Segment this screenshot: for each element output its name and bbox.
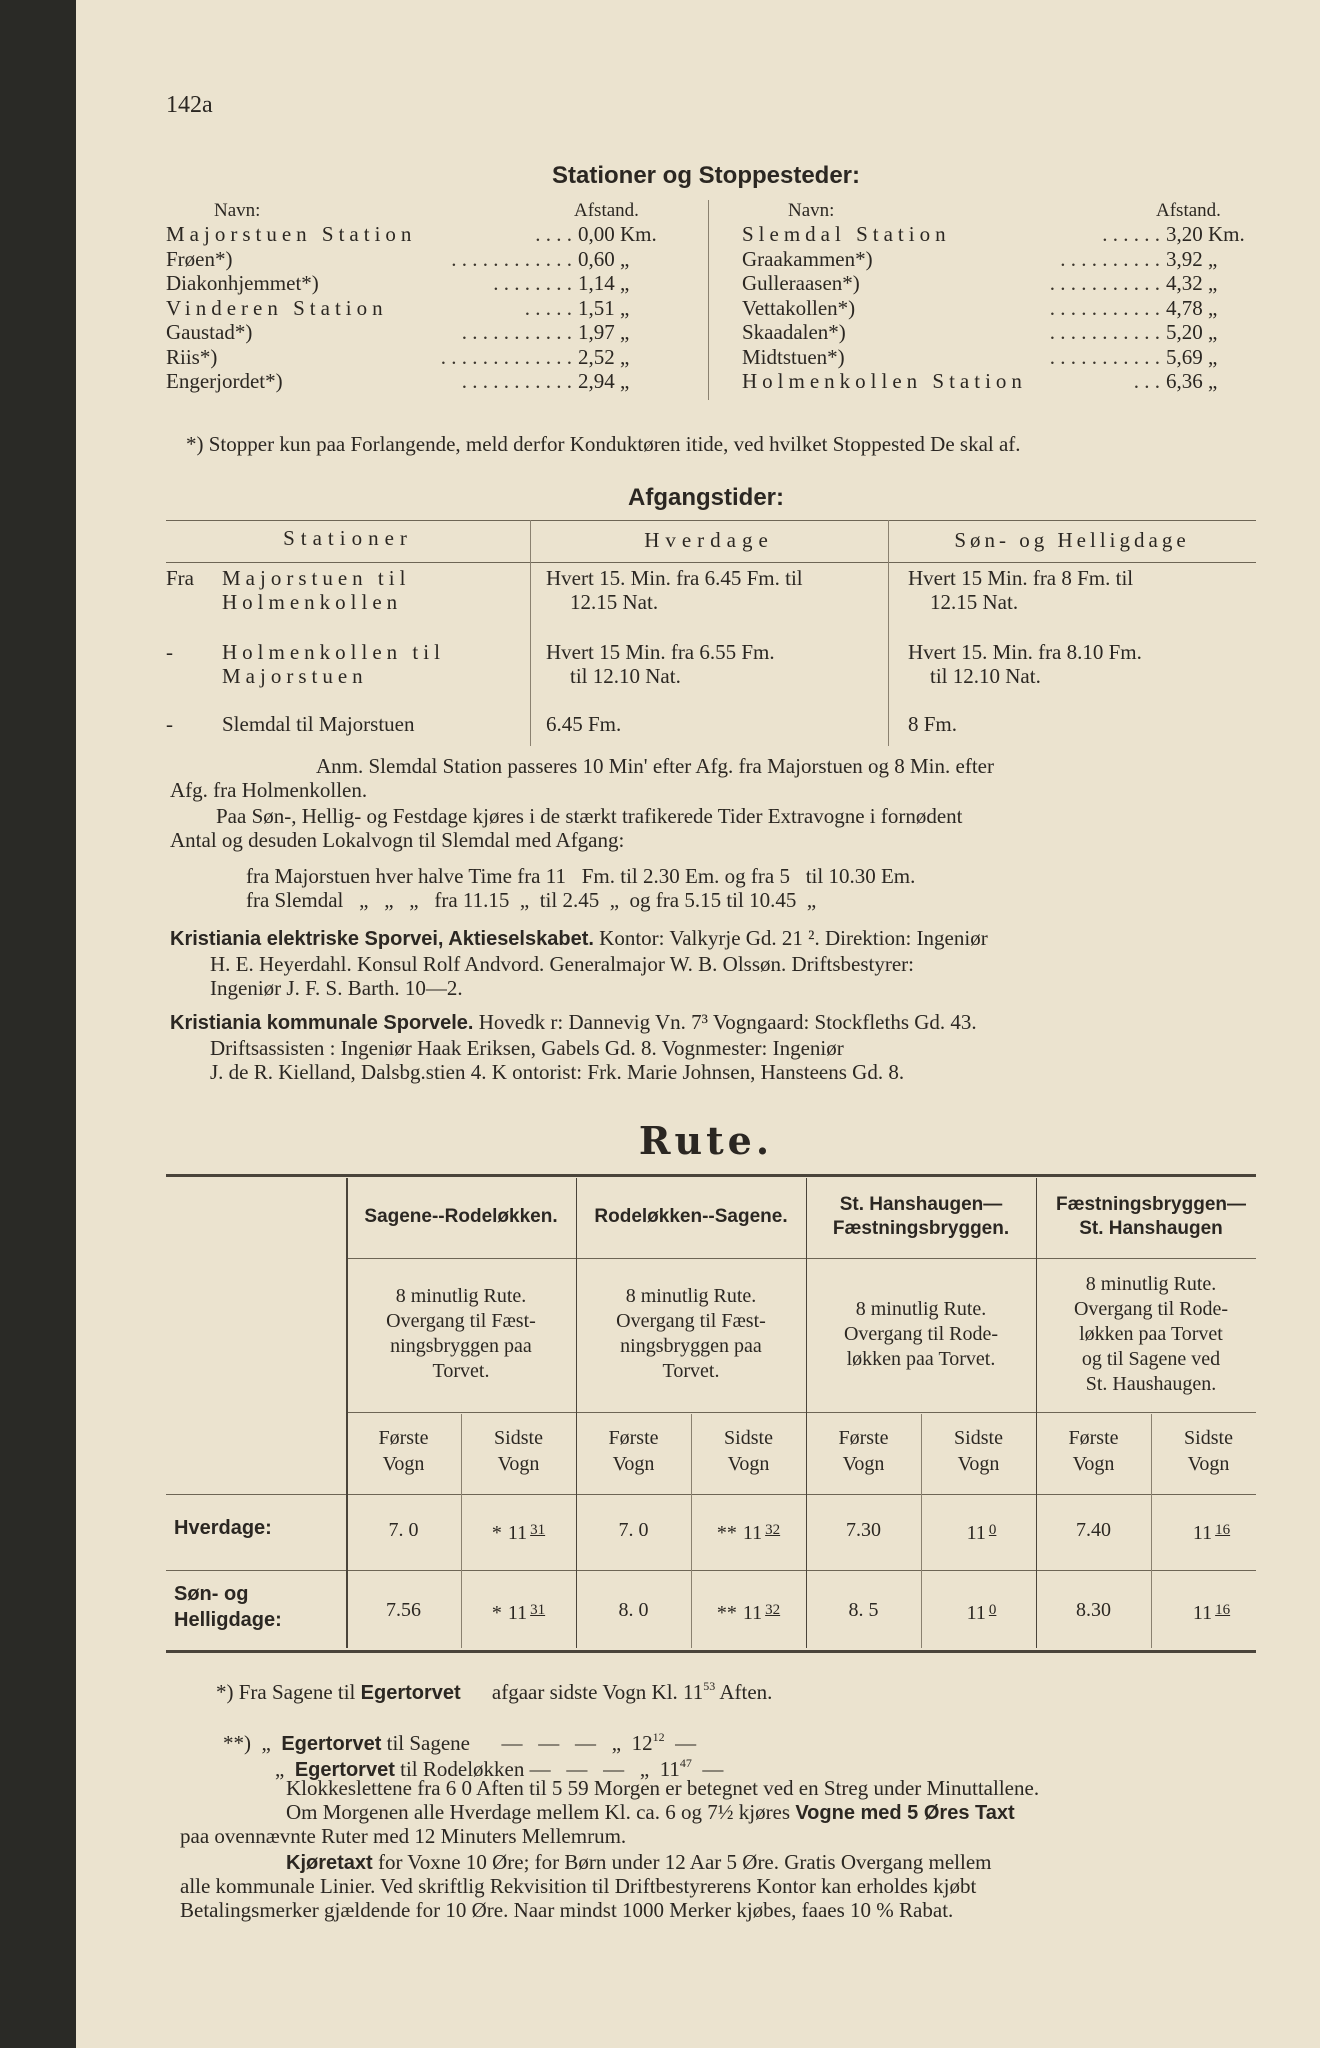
weekday-first-car: 7.40: [1076, 1519, 1111, 1541]
company-1-line-2: H. E. Heyerdahl. Konsul Rolf Andvord. Generalmajor W. B. Olssøn. Driftsbestyrer:: [210, 952, 914, 976]
route-description-line: Overgang til Fæst-: [616, 1310, 766, 1332]
first-car-label: Første: [378, 1427, 429, 1449]
last-car-label: Sidste: [494, 1427, 543, 1449]
holiday-last-hour: 11: [507, 1602, 528, 1624]
final-p3-kjoretaxt: Kjøretaxt: [286, 1852, 373, 1874]
final-p2-a: Om Morgenen alle Hverdage mellem Kl. ca. 6 og 7½ kjøres: [286, 1800, 791, 1824]
last-car-label-2: Vogn: [727, 1453, 770, 1475]
company-2-line-1: Hovedk r: Dannevig Vn. 7³ Vogngaard: Stockfleths Gd. 43.: [478, 1010, 977, 1034]
departure-route-line-1: Slemdal til Majorstuen: [222, 712, 415, 736]
fn1-a: Fra Sagene til: [238, 1680, 356, 1704]
station-distance: 0,60 „: [578, 246, 630, 271]
first-car-label: Første: [1068, 1427, 1119, 1449]
route-description-line: løkken paa Torvet.: [846, 1347, 996, 1370]
company-1-line-1: Kontor: Valkyrje Gd. 21 ². Direktion: Ingeniør: [599, 926, 988, 950]
station-distance: 2,52 „: [578, 344, 630, 369]
station-leader-dots: . . . . . . . . . . .: [461, 320, 572, 344]
holiday-last-hour: 11: [1192, 1602, 1213, 1624]
station-leader-dots: . . . . . . . . . .: [1060, 246, 1160, 271]
station-name: Gulleraasen*): [742, 271, 860, 295]
station-name: Midtstuen*): [742, 344, 845, 369]
station-leader-dots: . . . . . . . . . . . .: [451, 246, 572, 271]
fn3-t: 11: [659, 1757, 680, 1781]
company-2-name: Kristiania kommunale Sporvele.: [170, 1012, 474, 1034]
route-description-line: St. Haushaugen.: [1085, 1372, 1217, 1395]
station-name: Engerjordet*): [166, 369, 283, 393]
rute-weekday-rule: [166, 1570, 1256, 1571]
holiday-last-car: [1151, 1598, 1266, 1626]
rute-name-rule: [346, 1258, 1256, 1259]
station-name: Vinderen Station: [166, 295, 388, 320]
rute-column-divider: [806, 1178, 807, 1648]
route-name: Rodeløkken--Sagene.: [594, 1206, 788, 1227]
right-name-header: Navn:: [788, 200, 835, 221]
station-name: Slemdal Station: [742, 222, 951, 246]
station-leader-dots: . . . . .: [524, 295, 572, 320]
holiday-last-mark: *: [491, 1602, 502, 1624]
station-distance: 1,97 „: [578, 320, 630, 344]
holiday-first-car: 7.56: [386, 1599, 421, 1621]
station-leader-dots: . . . . . . . . . . .: [1049, 344, 1160, 369]
departure-prefix: -: [166, 640, 173, 664]
rute-heading: Rute.: [638, 1118, 774, 1163]
document-page: [76, 0, 1320, 2048]
station-leader-dots: . . . . . . . .: [493, 271, 572, 295]
company-1-line-3: Ingeniør J. F. S. Barth. 10—2.: [210, 976, 463, 1000]
right-dist-header: Afstand.: [1156, 200, 1221, 221]
last-car-label-2: Vogn: [1187, 1453, 1230, 1475]
departure-holiday-line-1: Hvert 15 Min. fra 8 Fm. til: [908, 566, 1134, 590]
departure-prefix: Fra: [166, 566, 194, 590]
first-car-label: Første: [838, 1427, 889, 1449]
final-p1: Klokkeslettene fra 6 0 Aften til 5 59 Morgen er betegnet ved en Streg under Minuttallene.: [286, 1776, 1040, 1800]
fn2-egertorvet: Egertorvet: [281, 1733, 382, 1755]
first-car-label-2: Vogn: [382, 1453, 425, 1475]
last-car-label: Sidste: [954, 1427, 1003, 1449]
paa-line-1: Paa Søn-, Hellig- og Festdage kjøres i de stærkt trafikerede Tider Extravogne i fornødent: [216, 804, 963, 828]
holiday-first-car: 8. 0: [618, 1599, 649, 1621]
route-description-line: Torvet.: [662, 1360, 720, 1382]
station-leader-dots: . . . . . .: [1102, 222, 1160, 246]
departures-header-weekdays: Hverdage: [644, 528, 774, 552]
route-description-line: 8 minutlig Rute.: [855, 1297, 987, 1320]
rute-label-rule: [166, 1494, 1256, 1495]
paa-line-2: Antal og desuden Lokalvogn til Slemdal med Afgang:: [170, 828, 625, 852]
route-name-line-2: St. Hanshaugen: [1079, 1218, 1223, 1239]
holiday-last-minute: 0: [988, 1602, 997, 1618]
departure-prefix: -: [166, 712, 173, 736]
station-name: Frøen*): [166, 246, 233, 271]
weekday-last-car: [921, 1518, 1036, 1546]
left-dist-header: Afstand.: [574, 200, 639, 221]
route-description-line: Overgang til Rode-: [1073, 1297, 1229, 1320]
route-name: Sagene--Rodeløkken.: [364, 1206, 558, 1227]
final-p3-line-1: for Voxne 10 Øre; for Børn under 12 Aar 5 Øre. Gratis Overgang mellem: [377, 1850, 992, 1874]
route-description-line: ningsbryggen paa: [390, 1335, 532, 1357]
route-name: Fæstningsbryggen—: [1055, 1194, 1246, 1215]
departures-header-rule: [166, 562, 1256, 563]
route-description-line: 8 minutlig Rute.: [625, 1285, 757, 1307]
station-distance: 4,32 „: [1166, 271, 1218, 295]
rute-top-rule: [166, 1174, 1256, 1177]
fn2-end: —: [675, 1731, 697, 1755]
departures-heading: Afgangstider:: [628, 484, 784, 511]
rute-bottom-rule: [166, 1650, 1256, 1653]
station-name: Holmenkollen Station: [742, 369, 1027, 393]
anm-line-1: Anm. Slemdal Station passeres 10 Min' efter Afg. fra Majorstuen og 8 Min. efter: [316, 754, 994, 778]
departures-top-rule: [166, 520, 1256, 521]
first-car-label-2: Vogn: [842, 1453, 885, 1475]
holiday-first-car: 8. 5: [848, 1599, 879, 1621]
fn1-egertorvet: Egertorvet: [360, 1682, 461, 1704]
departure-holiday-line-2: til 12.10 Nat.: [930, 664, 1041, 688]
route-description-line: Overgang til Fæst-: [386, 1310, 536, 1332]
fn3-sup: 47: [679, 1756, 692, 1770]
station-distance: 3,20 Km.: [1166, 222, 1245, 246]
weekday-last-mark: **: [716, 1522, 737, 1544]
station-name: Graakammen*): [742, 246, 873, 271]
weekday-last-hour: 11: [507, 1522, 528, 1544]
last-car-label-2: Vogn: [957, 1453, 1000, 1475]
route-description-line: og til Sagene ved: [1081, 1347, 1221, 1370]
departure-weekday-line-1: Hvert 15 Min. fra 6.55 Fm.: [546, 640, 775, 664]
departures-divider-1: [530, 520, 531, 746]
holiday-first-car: 8.30: [1076, 1599, 1111, 1621]
route-description-line: ningsbryggen paa: [620, 1335, 762, 1357]
route-name-line-2: Fæstningsbryggen.: [832, 1218, 1010, 1239]
route-description-line: Overgang til Rode-: [843, 1322, 999, 1345]
departure-holiday-line-2: 12.15 Nat.: [930, 590, 1019, 614]
row-label-weekday: Hverdage:: [174, 1517, 272, 1539]
fra-line-1: fra Majorstuen hver halve Time fra 11 Fm. til 2.30 Em. og fra 5 til 10.30 Em.: [246, 864, 916, 888]
weekday-first-car: 7.30: [846, 1519, 881, 1541]
final-p3-line-3: Betalingsmerker gjældende for 10 Øre. Naar mindst 1000 Merker kjøbes, faaes 10 % Rabat.: [180, 1898, 954, 1922]
station-name: Majorstuen Station: [166, 222, 417, 246]
station-distance: 4,78 „: [1166, 295, 1218, 320]
last-car-label: Sidste: [1184, 1427, 1233, 1449]
station-distance: 1,51 „: [578, 295, 630, 320]
departure-weekday-line-2: 12.15 Nat.: [570, 590, 659, 614]
page-number: 142a: [166, 92, 213, 118]
fn1-mark: *): [216, 1680, 234, 1704]
weekday-last-minute: 16: [1215, 1522, 1231, 1538]
company-2-line-3: J. de R. Kielland, Dalsbg.stien 4. K ontorist: Frk. Marie Johnsen, Hansteens Gd. 8.: [210, 1060, 905, 1084]
weekday-last-car: [1151, 1518, 1266, 1546]
weekday-last-mark: *: [491, 1522, 502, 1544]
weekday-last-hour: 11: [742, 1522, 763, 1544]
first-car-label-2: Vogn: [1072, 1453, 1115, 1475]
final-p2-line-2: paa ovennævnte Ruter med 12 Minuters Mellemrum.: [180, 1824, 627, 1848]
holiday-last-minute: 31: [530, 1602, 546, 1618]
route-name: St. Hanshaugen—: [839, 1194, 1003, 1215]
route-description-line: 8 minutlig Rute.: [1085, 1272, 1217, 1295]
station-leader-dots: . . . . . . . . . . . . .: [440, 344, 572, 369]
station-column-divider: [708, 200, 709, 400]
route-description-line: Torvet.: [432, 1360, 490, 1382]
route-description-line: 8 minutlig Rute.: [395, 1285, 527, 1307]
fn1-c: afgaar sidste Vogn Kl. 11: [491, 1680, 704, 1704]
weekday-first-car: 7. 0: [618, 1519, 649, 1541]
holiday-last-mark: **: [716, 1602, 737, 1624]
first-car-label-2: Vogn: [612, 1453, 655, 1475]
weekday-last-hour: 11: [966, 1522, 986, 1544]
holiday-last-car: [461, 1598, 576, 1626]
departure-route-line-2: Majorstuen: [222, 664, 368, 688]
departure-weekday-line-1: 6.45 Fm.: [546, 712, 622, 736]
station-name: Vettakollen*): [742, 295, 856, 320]
company-2-line-2: Driftsassisten : Ingeniør Haak Eriksen, Gabels Gd. 8. Vognmester: Ingeniør: [210, 1036, 844, 1060]
departure-holiday-line-1: Hvert 15. Min. fra 8.10 Fm.: [908, 640, 1142, 664]
station-leader-dots: . . . . . . . . . . .: [1049, 320, 1160, 344]
station-distance: 2,94 „: [578, 369, 630, 393]
departures-header-stations: Stationer: [283, 526, 413, 550]
station-name: Skaadalen*): [742, 320, 846, 344]
weekday-first-car: 7. 0: [388, 1519, 419, 1541]
rute-column-divider: [576, 1178, 577, 1648]
fn2-sup: 12: [652, 1730, 665, 1744]
row-label-holiday-1: Søn- og: [174, 1583, 249, 1605]
rute-column-divider: [346, 1178, 348, 1648]
fn3-dash: — — — „: [529, 1757, 650, 1781]
fn3-end: —: [702, 1757, 724, 1781]
first-car-label: Første: [608, 1427, 659, 1449]
anm-line-2: Afg. fra Holmenkollen.: [170, 778, 368, 802]
stations-heading: Stationer og Stoppesteder:: [551, 162, 861, 189]
station-distance: 5,69 „: [1166, 344, 1218, 369]
fn2-dash: — — — „: [501, 1731, 622, 1755]
station-name: Diakonhjemmet*): [166, 271, 319, 295]
weekday-last-minute: 32: [765, 1522, 781, 1538]
fn1-sup: 53: [703, 1679, 716, 1693]
station-leader-dots: . . . . . . . . . . .: [1049, 295, 1160, 320]
station-leader-dots: . . . . . . . . . . .: [1049, 271, 1160, 295]
weekday-last-minute: 31: [530, 1522, 546, 1538]
station-leader-dots: . . . .: [535, 222, 572, 246]
departure-route-line-1: Majorstuen til: [222, 566, 411, 590]
holiday-last-car: [691, 1598, 806, 1626]
weekday-last-hour: 11: [1192, 1522, 1213, 1544]
rute-desc-rule: [346, 1412, 1256, 1413]
fn3-egertorvet: Egertorvet: [294, 1759, 395, 1781]
departures-divider-2: [888, 520, 889, 746]
rute-column-divider: [1036, 1178, 1037, 1648]
departure-weekday-line-1: Hvert 15. Min. fra 6.45 Fm. til: [546, 566, 803, 590]
fn2-quote: „: [261, 1731, 271, 1755]
stations-footnote: *) Stopper kun paa Forlangende, meld derfor Konduktøren itide, ved hvilket Stoppested De skal af.: [186, 432, 1021, 456]
departure-holiday-line-1: 8 Fm.: [908, 712, 958, 736]
holiday-last-car: [921, 1598, 1036, 1626]
fn2-t: 12: [631, 1731, 653, 1755]
departures-header-holidays: Søn- og Helligdage: [954, 528, 1190, 552]
holiday-last-hour: 11: [966, 1602, 986, 1624]
fra-line-2: fra Slemdal „ „ „ fra 11.15 „ til 2.45 „ og fra 5.15 til 10.45 „: [246, 888, 817, 912]
holiday-last-minute: 32: [765, 1602, 781, 1618]
departure-route-line-1: Holmenkollen til: [222, 640, 445, 664]
station-distance: 0,00 Km.: [578, 222, 657, 246]
station-distance: 5,20 „: [1166, 320, 1218, 344]
weekday-last-car: [691, 1518, 806, 1546]
row-label-holiday-2: Helligdage:: [174, 1609, 282, 1631]
weekday-last-car: [461, 1518, 576, 1546]
route-description-line: løkken paa Torvet: [1079, 1322, 1223, 1345]
fn2-mark: **): [223, 1731, 251, 1755]
station-name: Gaustad*): [166, 320, 253, 344]
holiday-last-hour: 11: [742, 1602, 763, 1624]
station-distance: 3,92 „: [1166, 246, 1218, 271]
weekday-last-minute: 0: [988, 1522, 997, 1538]
station-distance: 1,14 „: [578, 271, 630, 295]
departure-route-line-2: Holmenkollen: [222, 590, 403, 614]
station-leader-dots: . . . . . . . . . . .: [461, 369, 572, 393]
final-p2-b: Vogne med 5 Øres Taxt: [795, 1802, 1015, 1824]
holiday-last-minute: 16: [1215, 1602, 1231, 1618]
last-car-label: Sidste: [724, 1427, 773, 1449]
station-name: Riis*): [166, 344, 218, 369]
fn2-c: til Sagene: [386, 1731, 471, 1755]
fn1-d: Aften.: [719, 1680, 773, 1704]
fn3-quote: „: [275, 1757, 285, 1781]
station-distance: 6,36 „: [1166, 369, 1218, 393]
left-name-header: Navn:: [214, 200, 261, 221]
last-car-label-2: Vogn: [497, 1453, 540, 1475]
station-leader-dots: . . .: [1133, 369, 1160, 393]
departure-weekday-line-2: til 12.10 Nat.: [570, 664, 681, 688]
fn3-c: til Rodeløkken: [400, 1757, 525, 1781]
final-p3-line-2: alle kommunale Linier. Ved skriftlig Rekvisition til Driftbestyrerens Kontor kan erholdes kjøbt: [180, 1874, 977, 1898]
company-1-name: Kristiania elektriske Sporvei, Aktieselskabet.: [170, 928, 594, 950]
